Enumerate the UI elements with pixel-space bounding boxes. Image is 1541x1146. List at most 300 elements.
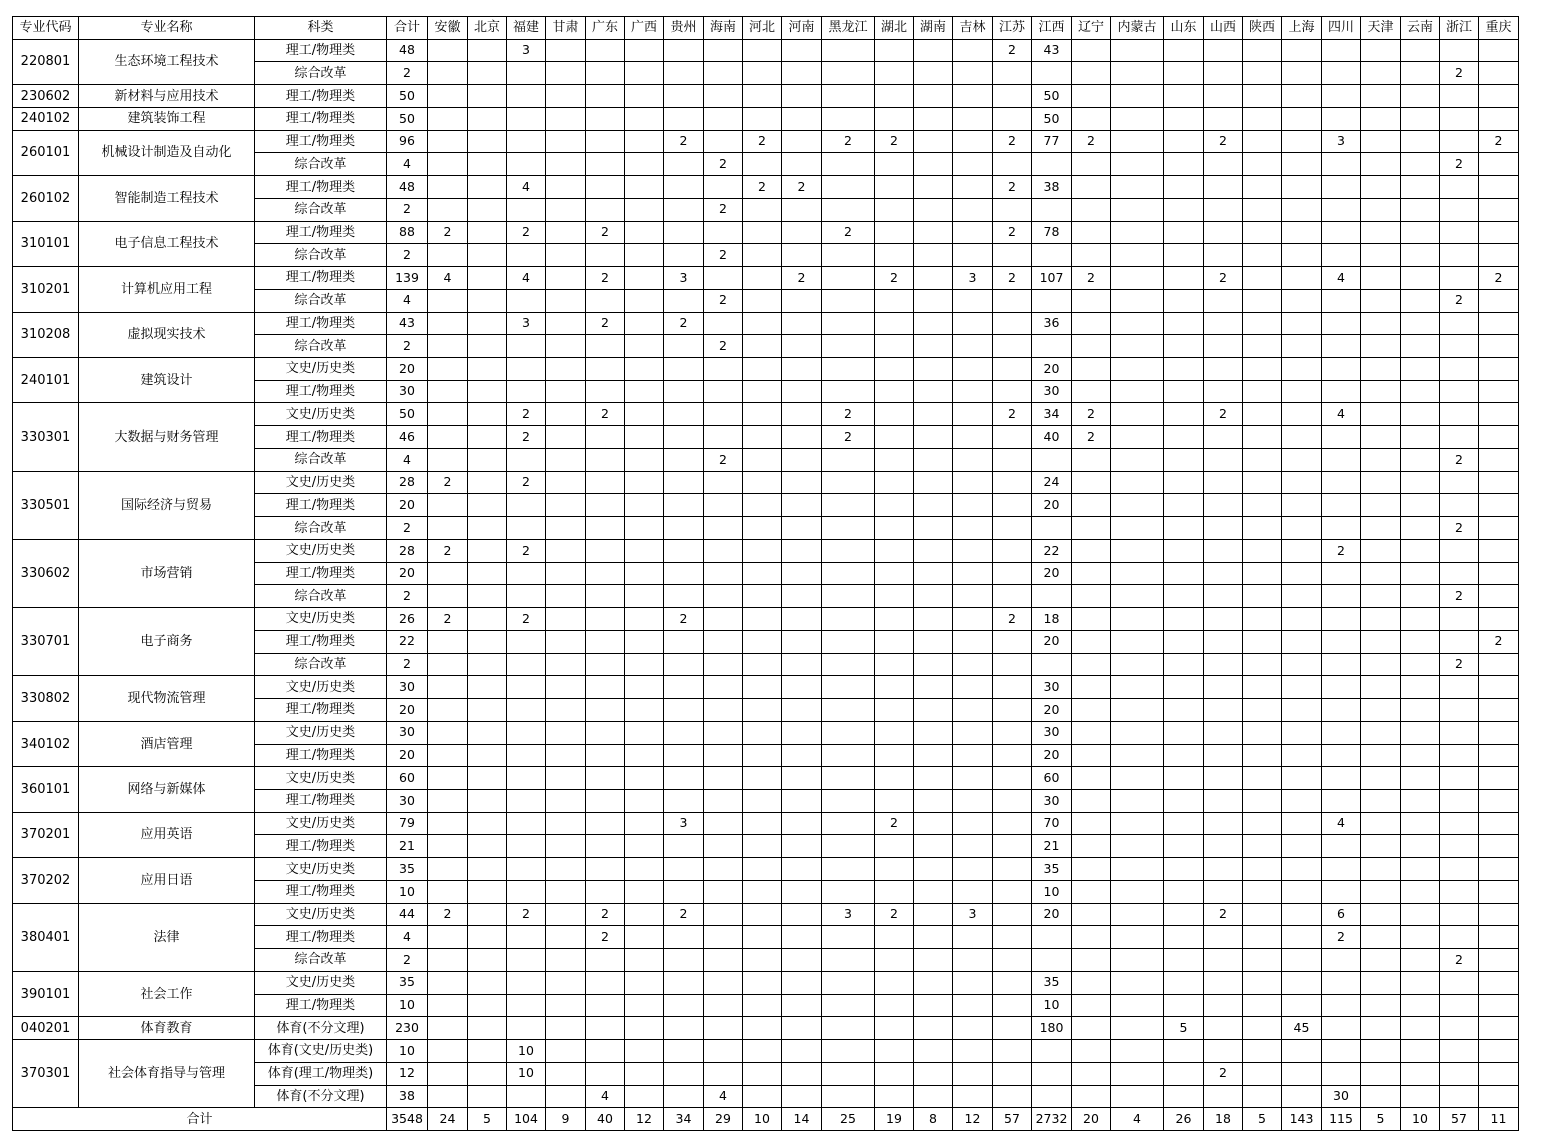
province-count-cell xyxy=(468,676,507,699)
province-count-cell xyxy=(1164,107,1204,130)
province-count-cell xyxy=(822,312,875,335)
province-count-cell xyxy=(1361,221,1401,244)
table-row xyxy=(13,403,1519,426)
province-count-cell xyxy=(664,562,704,585)
major-name: 电子信息工程技术 xyxy=(79,221,255,266)
province-count-cell xyxy=(953,1040,993,1063)
province-count-cell xyxy=(1440,812,1479,835)
row-total-cell: 96 xyxy=(387,130,428,153)
total-row xyxy=(13,1108,1519,1131)
province-count-cell xyxy=(1111,1040,1164,1063)
province-count-cell: 3 xyxy=(822,903,875,926)
province-count-cell xyxy=(1243,471,1282,494)
province-count-cell xyxy=(1322,676,1361,699)
column-header: 河南 xyxy=(782,17,822,40)
province-count-cell xyxy=(1401,903,1440,926)
province-count-cell xyxy=(914,130,953,153)
province-count-cell xyxy=(1204,699,1243,722)
province-count-cell xyxy=(1440,744,1479,767)
province-count-cell xyxy=(586,358,625,381)
province-count-cell xyxy=(1440,699,1479,722)
province-count-cell xyxy=(782,107,822,130)
province-total-cell: 11 xyxy=(1479,1108,1519,1131)
province-count-cell: 2 xyxy=(993,39,1032,62)
province-count-cell xyxy=(782,426,822,449)
province-count-cell xyxy=(1243,721,1282,744)
province-count-cell xyxy=(953,539,993,562)
province-count-cell xyxy=(1322,494,1361,517)
province-count-cell xyxy=(428,130,468,153)
province-count-cell xyxy=(1243,767,1282,790)
province-count-cell xyxy=(914,699,953,722)
province-count-cell xyxy=(1361,812,1401,835)
province-count-cell xyxy=(1072,721,1111,744)
province-count-cell xyxy=(782,699,822,722)
province-count-cell xyxy=(1479,653,1519,676)
province-count-cell xyxy=(507,949,546,972)
province-count-cell xyxy=(1111,312,1164,335)
province-count-cell xyxy=(1204,176,1243,199)
province-count-cell xyxy=(822,267,875,290)
row-total-cell: 48 xyxy=(387,39,428,62)
province-count-cell: 35 xyxy=(1032,858,1072,881)
province-count-cell xyxy=(953,130,993,153)
province-count-cell xyxy=(822,994,875,1017)
province-count-cell xyxy=(1164,812,1204,835)
province-count-cell xyxy=(468,39,507,62)
province-count-cell xyxy=(1282,608,1322,631)
major-name: 网络与新媒体 xyxy=(79,767,255,812)
province-count-cell: 2 xyxy=(1440,585,1479,608)
province-count-cell xyxy=(1479,721,1519,744)
province-count-cell xyxy=(743,585,782,608)
province-count-cell xyxy=(1164,676,1204,699)
province-count-cell xyxy=(1440,335,1479,358)
province-count-cell xyxy=(1322,358,1361,381)
province-count-cell: 2 xyxy=(1204,903,1243,926)
province-count-cell xyxy=(914,312,953,335)
column-header: 内蒙古 xyxy=(1111,17,1164,40)
province-count-cell xyxy=(428,176,468,199)
province-count-cell xyxy=(1282,630,1322,653)
province-count-cell xyxy=(428,358,468,381)
province-count-cell xyxy=(468,107,507,130)
province-count-cell xyxy=(1322,880,1361,903)
province-count-cell: 2 xyxy=(1204,1062,1243,1085)
province-count-cell xyxy=(1440,267,1479,290)
province-count-cell xyxy=(743,403,782,426)
province-count-cell xyxy=(704,676,743,699)
province-count-cell xyxy=(625,880,664,903)
category-cell: 理工/物理类 xyxy=(255,176,387,199)
province-count-cell xyxy=(1164,403,1204,426)
province-count-cell xyxy=(822,1040,875,1063)
province-count-cell xyxy=(704,539,743,562)
province-count-cell: 2 xyxy=(743,130,782,153)
province-count-cell xyxy=(704,221,743,244)
province-count-cell xyxy=(1032,198,1072,221)
province-count-cell xyxy=(743,539,782,562)
major-code: 330802 xyxy=(13,676,79,721)
province-count-cell: 2 xyxy=(1440,949,1479,972)
row-total-cell: 2 xyxy=(387,949,428,972)
province-count-cell xyxy=(546,494,586,517)
province-count-cell xyxy=(875,358,914,381)
row-total-cell: 20 xyxy=(387,562,428,585)
province-count-cell: 2 xyxy=(704,198,743,221)
province-count-cell xyxy=(1243,585,1282,608)
province-count-cell xyxy=(914,653,953,676)
province-count-cell xyxy=(1282,335,1322,358)
province-count-cell xyxy=(468,653,507,676)
category-cell: 理工/物理类 xyxy=(255,107,387,130)
province-count-cell xyxy=(875,562,914,585)
province-count-cell xyxy=(1164,1085,1204,1108)
province-count-cell xyxy=(1479,699,1519,722)
table-row xyxy=(13,358,1519,381)
table-row xyxy=(13,267,1519,290)
province-count-cell xyxy=(546,335,586,358)
major-code: 240101 xyxy=(13,358,79,403)
province-count-cell xyxy=(1361,267,1401,290)
province-count-cell xyxy=(1072,471,1111,494)
province-count-cell xyxy=(704,653,743,676)
province-count-cell xyxy=(664,699,704,722)
province-count-cell xyxy=(625,426,664,449)
province-count-cell xyxy=(1072,448,1111,471)
province-count-cell xyxy=(953,448,993,471)
province-count-cell xyxy=(1361,448,1401,471)
province-count-cell xyxy=(1164,562,1204,585)
column-header: 湖南 xyxy=(914,17,953,40)
province-count-cell xyxy=(875,539,914,562)
province-count-cell xyxy=(1361,62,1401,85)
province-count-cell xyxy=(586,426,625,449)
province-count-cell xyxy=(1282,812,1322,835)
province-count-cell xyxy=(1322,85,1361,108)
province-count-cell xyxy=(743,358,782,381)
province-count-cell xyxy=(822,1062,875,1085)
province-count-cell xyxy=(743,1062,782,1085)
province-count-cell xyxy=(546,1040,586,1063)
province-count-cell xyxy=(822,153,875,176)
province-count-cell xyxy=(1111,85,1164,108)
province-count-cell xyxy=(468,835,507,858)
province-count-cell xyxy=(993,926,1032,949)
province-count-cell xyxy=(1322,517,1361,540)
province-count-cell xyxy=(428,1040,468,1063)
row-total-cell: 50 xyxy=(387,403,428,426)
category-cell: 文史/历史类 xyxy=(255,812,387,835)
province-count-cell xyxy=(704,403,743,426)
province-count-cell xyxy=(1440,608,1479,631)
province-count-cell xyxy=(1072,539,1111,562)
province-count-cell xyxy=(1479,1062,1519,1085)
province-count-cell xyxy=(743,1085,782,1108)
province-count-cell xyxy=(1440,994,1479,1017)
province-count-cell xyxy=(1164,380,1204,403)
province-count-cell xyxy=(782,448,822,471)
province-count-cell xyxy=(914,221,953,244)
province-count-cell xyxy=(546,39,586,62)
row-total-cell: 22 xyxy=(387,630,428,653)
province-count-cell xyxy=(546,289,586,312)
category-cell: 理工/物理类 xyxy=(255,312,387,335)
province-count-cell xyxy=(822,380,875,403)
province-count-cell xyxy=(953,812,993,835)
province-count-cell xyxy=(914,494,953,517)
province-count-cell xyxy=(743,494,782,517)
province-count-cell xyxy=(822,1017,875,1040)
province-count-cell xyxy=(704,1062,743,1085)
province-count-cell: 2 xyxy=(782,176,822,199)
province-count-cell xyxy=(1072,858,1111,881)
province-count-cell xyxy=(782,539,822,562)
province-count-cell xyxy=(468,812,507,835)
row-total-cell: 10 xyxy=(387,880,428,903)
province-count-cell xyxy=(704,767,743,790)
province-count-cell xyxy=(546,426,586,449)
province-count-cell xyxy=(1282,107,1322,130)
province-count-cell xyxy=(875,426,914,449)
province-count-cell xyxy=(1361,312,1401,335)
province-count-cell xyxy=(1164,221,1204,244)
province-count-cell xyxy=(1032,244,1072,267)
province-count-cell xyxy=(468,926,507,949)
province-count-cell xyxy=(507,858,546,881)
province-count-cell xyxy=(743,471,782,494)
province-count-cell xyxy=(1361,539,1401,562)
province-count-cell xyxy=(1479,221,1519,244)
province-count-cell xyxy=(704,1017,743,1040)
province-count-cell xyxy=(1243,380,1282,403)
province-count-cell: 3 xyxy=(953,267,993,290)
province-count-cell xyxy=(1401,880,1440,903)
province-count-cell: 2 xyxy=(993,267,1032,290)
province-count-cell xyxy=(743,812,782,835)
province-count-cell xyxy=(1204,448,1243,471)
province-count-cell xyxy=(822,676,875,699)
province-count-cell xyxy=(704,107,743,130)
province-count-cell xyxy=(822,926,875,949)
province-count-cell xyxy=(1243,448,1282,471)
province-count-cell xyxy=(1479,312,1519,335)
major-code: 370202 xyxy=(13,858,79,903)
province-count-cell xyxy=(428,994,468,1017)
province-count-cell xyxy=(1322,835,1361,858)
province-count-cell xyxy=(586,244,625,267)
province-count-cell xyxy=(1204,880,1243,903)
province-count-cell xyxy=(993,858,1032,881)
province-count-cell: 2 xyxy=(1440,289,1479,312)
province-count-cell xyxy=(914,585,953,608)
row-total-cell: 2 xyxy=(387,653,428,676)
province-count-cell xyxy=(664,403,704,426)
province-count-cell xyxy=(875,585,914,608)
province-count-cell xyxy=(1401,812,1440,835)
province-count-cell xyxy=(914,971,953,994)
major-name: 应用英语 xyxy=(79,812,255,857)
province-count-cell xyxy=(1243,39,1282,62)
province-count-cell: 2 xyxy=(507,403,546,426)
province-count-cell xyxy=(1204,1040,1243,1063)
province-count-cell xyxy=(507,926,546,949)
row-total-cell: 50 xyxy=(387,107,428,130)
province-count-cell xyxy=(953,926,993,949)
province-count-cell xyxy=(1111,289,1164,312)
province-count-cell xyxy=(664,358,704,381)
province-count-cell xyxy=(664,926,704,949)
province-count-cell xyxy=(743,85,782,108)
province-count-cell xyxy=(1401,926,1440,949)
province-total-cell: 10 xyxy=(743,1108,782,1131)
province-count-cell xyxy=(1164,85,1204,108)
province-count-cell xyxy=(993,562,1032,585)
province-count-cell xyxy=(1204,107,1243,130)
major-code: 260102 xyxy=(13,176,79,221)
province-count-cell xyxy=(782,721,822,744)
province-count-cell xyxy=(1322,653,1361,676)
province-count-cell xyxy=(1072,1085,1111,1108)
province-count-cell xyxy=(507,62,546,85)
province-count-cell xyxy=(664,630,704,653)
province-count-cell xyxy=(625,539,664,562)
province-count-cell xyxy=(1243,1085,1282,1108)
province-count-cell xyxy=(546,153,586,176)
province-count-cell xyxy=(822,539,875,562)
table-row xyxy=(13,676,1519,699)
province-count-cell xyxy=(1243,630,1282,653)
province-count-cell xyxy=(546,949,586,972)
province-count-cell xyxy=(1401,858,1440,881)
province-count-cell xyxy=(546,448,586,471)
province-count-cell xyxy=(428,858,468,881)
province-count-cell xyxy=(1243,358,1282,381)
province-count-cell xyxy=(507,971,546,994)
province-count-cell xyxy=(875,448,914,471)
province-count-cell xyxy=(1361,880,1401,903)
province-count-cell xyxy=(1440,130,1479,153)
province-count-cell xyxy=(586,289,625,312)
province-count-cell xyxy=(1361,994,1401,1017)
province-count-cell xyxy=(1111,1017,1164,1040)
province-count-cell xyxy=(507,653,546,676)
province-count-cell xyxy=(428,699,468,722)
province-count-cell xyxy=(1361,971,1401,994)
province-count-cell xyxy=(914,789,953,812)
province-count-cell xyxy=(1164,289,1204,312)
province-total-cell: 34 xyxy=(664,1108,704,1131)
province-count-cell xyxy=(1401,221,1440,244)
province-count-cell xyxy=(1282,221,1322,244)
province-count-cell xyxy=(664,1085,704,1108)
province-count-cell xyxy=(1204,380,1243,403)
province-count-cell xyxy=(953,517,993,540)
province-count-cell xyxy=(625,1040,664,1063)
province-count-cell xyxy=(1361,426,1401,449)
province-count-cell xyxy=(625,994,664,1017)
province-count-cell xyxy=(1072,221,1111,244)
province-count-cell xyxy=(743,630,782,653)
category-cell: 综合改革 xyxy=(255,949,387,972)
province-count-cell xyxy=(625,85,664,108)
province-count-cell xyxy=(1322,1017,1361,1040)
province-count-cell xyxy=(1401,1062,1440,1085)
province-count-cell xyxy=(1243,539,1282,562)
province-count-cell xyxy=(428,949,468,972)
province-count-cell xyxy=(1440,562,1479,585)
province-count-cell xyxy=(875,835,914,858)
major-code: 360101 xyxy=(13,767,79,812)
province-count-cell xyxy=(743,153,782,176)
province-count-cell xyxy=(743,448,782,471)
province-count-cell xyxy=(468,62,507,85)
province-count-cell xyxy=(822,721,875,744)
province-count-cell xyxy=(1282,244,1322,267)
province-count-cell xyxy=(782,289,822,312)
major-name: 建筑设计 xyxy=(79,358,255,403)
province-count-cell xyxy=(875,289,914,312)
category-cell: 理工/物理类 xyxy=(255,880,387,903)
province-count-cell xyxy=(428,62,468,85)
row-total-cell: 30 xyxy=(387,721,428,744)
province-count-cell xyxy=(586,949,625,972)
province-count-cell xyxy=(1111,721,1164,744)
column-header: 四川 xyxy=(1322,17,1361,40)
province-count-cell: 2 xyxy=(1072,426,1111,449)
province-count-cell xyxy=(428,835,468,858)
province-count-cell xyxy=(1479,858,1519,881)
province-count-cell xyxy=(875,153,914,176)
province-count-cell: 2 xyxy=(1440,153,1479,176)
province-count-cell xyxy=(1164,130,1204,153)
province-count-cell xyxy=(1164,653,1204,676)
province-count-cell xyxy=(468,971,507,994)
category-cell: 文史/历史类 xyxy=(255,971,387,994)
category-cell: 理工/物理类 xyxy=(255,835,387,858)
province-count-cell xyxy=(1361,517,1401,540)
province-count-cell xyxy=(822,699,875,722)
province-count-cell xyxy=(1072,789,1111,812)
province-count-cell xyxy=(1243,244,1282,267)
province-count-cell xyxy=(1282,585,1322,608)
province-count-cell xyxy=(1322,198,1361,221)
province-count-cell: 2 xyxy=(704,448,743,471)
province-count-cell xyxy=(743,198,782,221)
province-count-cell xyxy=(586,767,625,790)
province-count-cell xyxy=(468,335,507,358)
province-count-cell xyxy=(1111,767,1164,790)
province-count-cell xyxy=(664,789,704,812)
province-count-cell xyxy=(914,517,953,540)
province-count-cell xyxy=(625,699,664,722)
province-count-cell: 60 xyxy=(1032,767,1072,790)
province-count-cell xyxy=(822,494,875,517)
major-name: 国际经济与贸易 xyxy=(79,471,255,539)
province-count-cell xyxy=(1072,926,1111,949)
province-count-cell xyxy=(625,380,664,403)
province-count-cell xyxy=(1282,85,1322,108)
major-code: 220801 xyxy=(13,39,79,84)
province-count-cell xyxy=(822,789,875,812)
province-count-cell: 2 xyxy=(586,312,625,335)
province-count-cell xyxy=(1479,767,1519,790)
province-count-cell xyxy=(1243,517,1282,540)
province-count-cell: 2 xyxy=(993,221,1032,244)
province-count-cell xyxy=(1282,448,1322,471)
province-count-cell xyxy=(1440,1017,1479,1040)
province-count-cell xyxy=(993,85,1032,108)
